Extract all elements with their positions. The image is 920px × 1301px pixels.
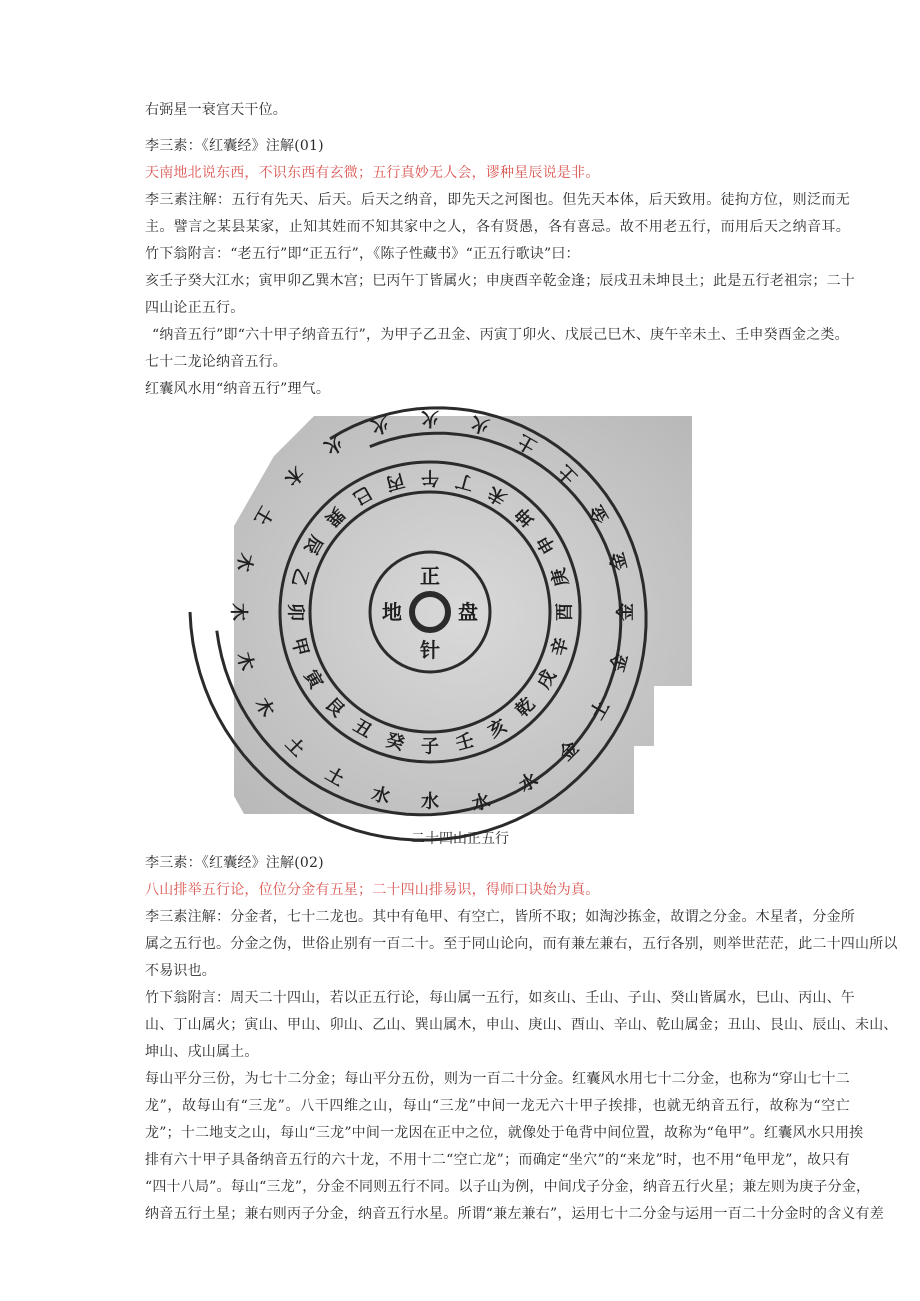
mountain-char: 巽 [320, 502, 349, 531]
text-line: “纳音五行”即“六十甲子纳音五行”，为甲子乙丑金、丙寅丁卯火、戊辰己巳木、庚午辛未土、壬申癸酉金之类。 [152, 327, 849, 343]
element-char: 火 [421, 407, 439, 429]
element-char: 水 [469, 790, 493, 816]
element-char: 木 [279, 461, 308, 490]
mountain-char: 坤 [511, 502, 540, 531]
element-char: 木 [250, 694, 278, 721]
element-char: 土 [554, 460, 582, 488]
text-line: 不易识也。 [145, 963, 216, 979]
element-char: 土 [514, 429, 541, 457]
element-char: 木 [232, 650, 258, 674]
mountain-char: 甲 [287, 635, 313, 659]
text-line: 主。譬言之某县某家，止知其姓而不知其家中之人，各有贤愚，各有喜忌。故不用老五行，而用后天之纳音耳。 [145, 219, 850, 235]
text-line: 竹下翁附言：周天二十四山，若以正五行论，每山属一五行，如亥山、壬山、子山、癸山皆属水，巳山、丙山、午 [145, 990, 855, 1006]
center-char: 正 [420, 564, 440, 588]
text-line: 排有六十甲子具备纳音五行的六十龙，不用十二“空亡龙”；而确定“坐穴”的“来龙”时，也不用“龟甲龙”，故只有 [145, 1152, 850, 1168]
element-char: 金 [585, 501, 613, 528]
center-char: 地 [382, 600, 402, 624]
text-line: 红囊风水用“纳音五行”理气。 [145, 381, 331, 397]
element-char: 土 [249, 502, 277, 529]
mountain-char: 戌 [533, 666, 561, 693]
mountain-char: 巳 [349, 481, 376, 509]
compass-figure [227, 407, 692, 816]
element-char: 土 [281, 733, 309, 761]
mountain-char: 未 [484, 481, 511, 509]
mountain-char: 壬 [453, 729, 477, 755]
element-char: 水 [369, 783, 393, 809]
element-char: 火 [468, 411, 492, 437]
text-line: 亥壬子癸大江水；寅甲卯乙巽木宫；巳丙午丁皆属火；申庚酉辛乾金逢；辰戌丑未坤艮土；此是五行老祖宗；二十 [145, 273, 855, 289]
element-char: 水 [421, 791, 439, 813]
mountain-char: 酉 [554, 603, 576, 621]
text-line: “四十八局”。每山“三龙”，分金不同则五行不同。以子山为例，中间戊子分金，纳音五行火星；兼左则为庚子分金， [145, 1179, 871, 1195]
figure-caption: 二十四山正五行 [411, 831, 509, 847]
mountain-char: 乙 [287, 565, 313, 589]
text-line: 李三素注解：分金者，七十二龙也。其中有龟甲、有空亡，皆所不取；如淘沙拣金，故谓之分金。木星者，分金所 [145, 909, 855, 925]
element-char: 土 [321, 763, 348, 791]
mountain-char: 乾 [511, 693, 540, 722]
verse-line: 天南地北说东西，不识东西有玄微；五行真妙无人会，谬种星辰说是非。 [145, 165, 600, 181]
element-char: 金 [607, 651, 633, 675]
element-char: 金 [555, 737, 584, 766]
mountain-char: 卯 [284, 603, 306, 621]
element-char: 水 [515, 769, 542, 797]
text-line: 属之五行也。分金之伪，世俗止别有一百二十。至于同山论向，而有兼左兼右，五行各别，则举世茫茫，此二十四山所以 [145, 936, 898, 952]
element-char: 火 [320, 431, 347, 459]
mountain-char: 子 [421, 736, 439, 758]
text-line: 每山平分三份，为七十二分金；每山平分五份，则为一百二十分金。红囊风水用七十二分金，也称为“穿山七十二 [145, 1071, 850, 1087]
text-line: 龙”，故每山有“三龙”。八干四维之山，每山“三龙”中间一龙无六十甲子挨排，也就无纳音五行，故称为“空亡 [145, 1098, 850, 1114]
text-line: 坤山、戌山属土。 [145, 1044, 259, 1060]
element-char: 金 [615, 603, 637, 621]
section-heading: 李三素：《红囊经》注解(02) [145, 855, 324, 871]
element-char: 木 [227, 603, 249, 621]
compass-diagram [227, 407, 692, 816]
verse-line: 八山排举五行论，位位分金有五星；二十四山排易识，得师口诀始为真。 [145, 882, 600, 898]
center-char: 针 [420, 638, 440, 662]
element-char: 金 [606, 549, 632, 573]
mountain-char: 艮 [320, 693, 349, 722]
mountain-char: 申 [533, 531, 561, 558]
mountain-char: 寅 [299, 666, 327, 693]
mountain-char: 丑 [349, 715, 376, 743]
text-line: 右弼星一衰宫天干位。 [145, 102, 287, 118]
center-char: 盘 [458, 600, 478, 624]
text-line: 四山论正五行。 [145, 300, 245, 316]
text-line: 竹下翁附言：“老五行”即“正五行”，《陈子性藏书》“正五行歌诀”曰： [145, 246, 580, 262]
text-line: 山、丁山属火；寅山、甲山、卯山、乙山、巽山属木，申山、庚山、酉山、辛山、乾山属金；丑山、艮山、辰山、未山、 [145, 1017, 898, 1033]
element-char: 火 [368, 412, 392, 438]
mountain-char: 午 [421, 466, 439, 488]
text-line: 龙”；十二地支之山，每山“三龙”中间一龙因在正中之位，就像处于龟背中间位置，故称为“龟甲”。红囊风水只用挨 [145, 1125, 864, 1141]
text-line: 李三素注解：五行有先天、后天。后天之纳音，即先天之河图也。但先天本体，后天致用。徒拘方位，则泛而无 [145, 192, 850, 208]
section-heading: 李三素：《红囊经》注解(01) [145, 138, 324, 154]
mountain-char: 癸 [383, 729, 407, 755]
mountain-char: 丁 [453, 469, 477, 495]
text-line: 纳音五行土星；兼右则丙子分金，纳音五行水星。所谓“兼左兼右”，运用七十二分金与运用一百二十分金时的含义有差 [145, 1206, 884, 1222]
text-line: 七十二龙论纳音五行。 [145, 354, 287, 370]
mountain-char: 辰 [299, 531, 327, 558]
element-char: 木 [231, 550, 257, 574]
mountain-char: 辛 [547, 635, 573, 659]
mountain-char: 丙 [383, 469, 407, 495]
mountain-char: 亥 [484, 715, 511, 743]
mountain-char: 庚 [547, 565, 573, 589]
element-char: 土 [586, 697, 614, 724]
